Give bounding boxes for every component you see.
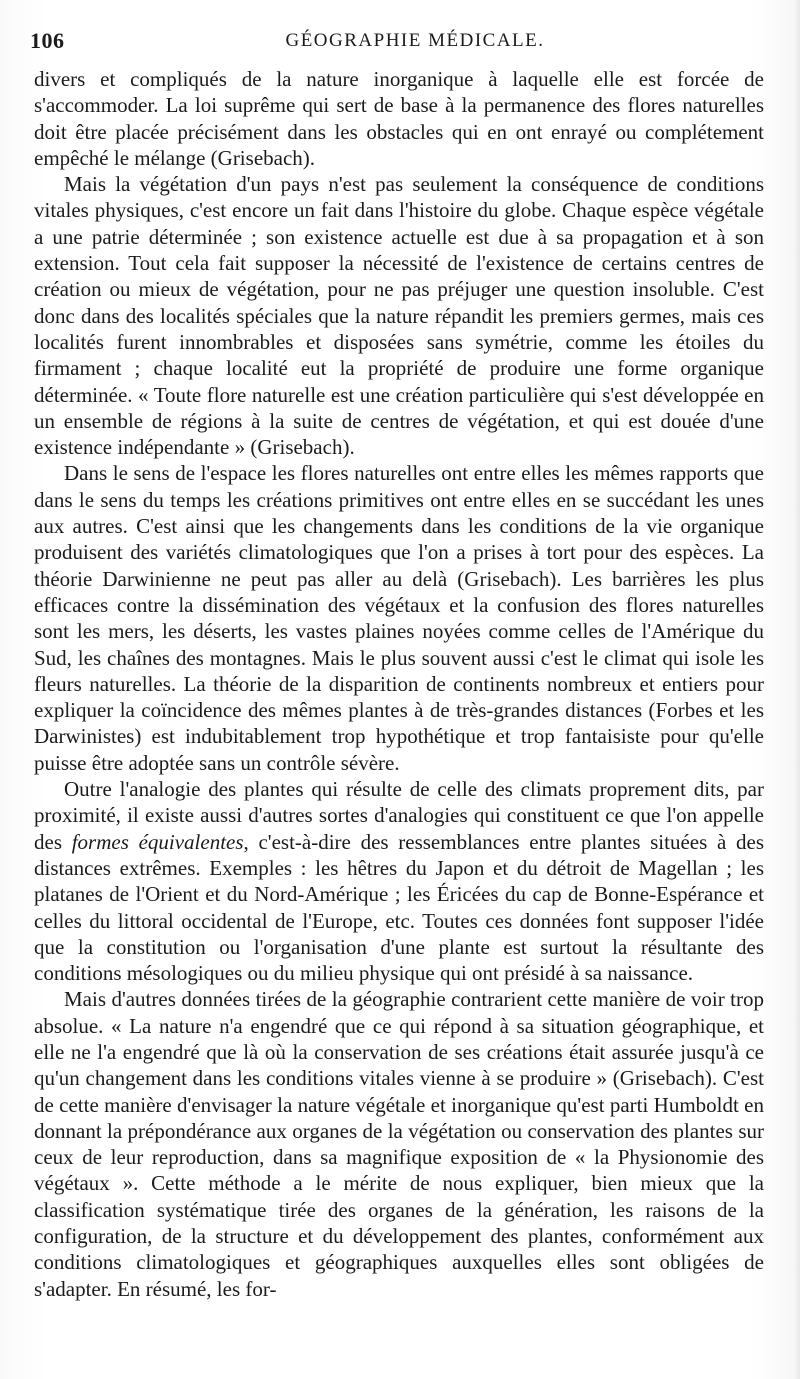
running-head: GÉOGRAPHIE MÉDICALE.: [285, 30, 545, 51]
paragraph-4: [34, 776, 764, 986]
body-text: [34, 66, 764, 1302]
page-number: 106: [30, 28, 65, 53]
paragraph-4-text-a: Outre l'analogie des plantes qui résulte de celle des climats proprement dits, par proximité, il existe aussi d'autres sortes d'analogies qui constituent ce que l'on appelle des: [34, 777, 764, 854]
paragraph-1: divers et compliqués de la nature inorganique à laquelle elle est forcée de s'accommoder. La loi suprême qui sert de base à la permanence des flores naturelles doit être placée précisément dans les obstacles qui en ont enrayé ou complétement empêché le mélange (Grisebach).: [34, 67, 764, 170]
page-header: [30, 28, 770, 62]
paragraph-2: Mais la végétation d'un pays n'est pas seulement la conséquence de conditions vitales physiques, c'est encore un fait dans l'histoire du globe. Chaque espèce végétale a une patrie déterminée ; son existence actuelle est due à sa propagation et à son extension. Tout cela fait supposer la nécessité de l'existence de certains centres de création ou mieux de végétation, pour ne pas préjuger une question insoluble. C'est donc dans des localités spéciales que la nature répandit les premiers germes, mais ces localités furent innombrables et disposées sans symétrie, comme les étoiles du firmament ; chaque localité eut la propriété de produire une forme organique déterminée. « Toute flore naturelle est une création particulière qui s'est développée en un ensemble de régions à la suite de centres de végétation, et qui est douée d'une existence indépendante » (Grisebach).: [34, 172, 764, 460]
paragraph-5: Mais d'autres données tirées de la géographie contrarient cette manière de voir trop absolue. « La nature n'a engendré que ce qui répond à sa situation géographique, et elle ne l'a engendré que là où la conservation de ses créations était assurée jusqu'à ce qu'un changement dans les conditions vitales vienne à se produire » (Grisebach). C'est de cette manière d'envisager la nature végétale et inorganique qu'est parti Humboldt en donnant la prépondérance aux organes de la végétation ou conservation des plantes sur ceux de leur reproduction, dans sa magnifique exposition de « la Physionomie des végétaux ». Cette méthode a le mérite de nous expliquer, bien mieux que la classification systématique tirée des organes de la génération, les raisons de la configuration, de la structure et du développement des plantes, conformément aux conditions climatologiques et géographiques auxquelles elles sont obligées de s'adapter. En résumé, les for-: [34, 987, 764, 1301]
page-edge-shadow: [794, 0, 800, 1379]
paragraph-4-text-b: , c'est-à-dire des ressemblances entre plantes situées à des distances extrêmes. Exemples : les hêtres du Japon et du détroit de Magellan ; les platanes de l'Orient et du Nord-Amérique ; les Éricées du cap de Bonne-Espérance et celles du littoral occidental de l'Europe, etc. Toutes ces données font supposer l'idée que la constitution ou l'organisation d'une plante est surtout la résultante des conditions mésologiques ou du milieu physique qui ont présidé à sa naissance.: [34, 829, 764, 986]
paragraph-3: Dans le sens de l'espace les flores naturelles ont entre elles les mêmes rapports que dans le sens du temps les créations primitives ont entre elles en se succédant les unes aux autres. C'est ainsi que les changements dans les conditions de la vie organique produisent des variétés climatologiques que l'on a prises à tort pour des espèces. La théorie Darwinienne ne peut pas aller au delà (Grisebach). Les barrières les plus efficaces contre la dissémination des végétaux et la confusion des flores naturelles sont les mers, les déserts, les vastes plaines noyées comme celles de l'Amérique du Sud, les chaînes des montagnes. Mais le plus souvent aussi c'est le climat qui isole les fleurs naturelles. La théorie de la disparition de continents nombreux et entiers pour expliquer la coïncidence des mêmes plantes à de très-grandes distances (Forbes et les Darwinistes) est indubitablement trop hypothétique et trop fantaisiste pour qu'elle puisse être adoptée sans un contrôle sévère.: [34, 461, 764, 775]
paragraph-4-italic-term: formes équivalentes: [71, 829, 244, 854]
